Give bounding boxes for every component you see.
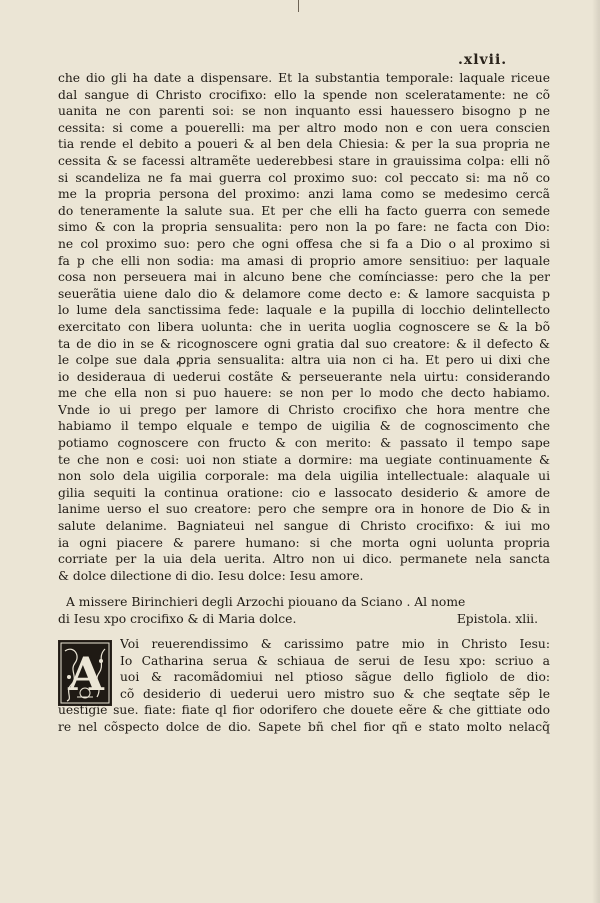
text-line: salute delanime. Bagniateui nel sangue di Christo crocifixo: & iui mo	[58, 519, 550, 534]
decorated-initial	[58, 640, 112, 706]
address-line-2	[58, 611, 550, 628]
letter-lines-full	[58, 702, 550, 735]
text-line: tia rende el debito a poueri & al ben dela Chiesia: & per la sua propria ne	[58, 137, 550, 152]
text-line: cessita & se facessi altramẽte uederebbesi stare in grauissima colpa: elli nõ	[58, 153, 550, 168]
text-line: Voi reuerendissimo & carissimo patre mio in Christo Iesu:	[120, 637, 550, 651]
text-line: habiamo il tempo elquale e tempo de uigilia & de cognoscimento che	[58, 419, 550, 434]
text-line: & dolce dilectione di dio. Iesu dolce: Iesu amore.	[58, 568, 364, 583]
text-line: uoi & racomãdomiui nel ptioso sãgue dello figliolo de dio:	[120, 670, 550, 685]
text-line: me la propria persona del proximo: anzi lama como se medesimo cercã	[58, 187, 550, 202]
text-line: ta de dio in se & ricognoscere ogni gratia dal suo creatore: & il defecto &	[58, 336, 550, 351]
epistle-number: Epistola. xlii.	[456, 611, 538, 626]
text-line: che dio gli ha date a dispensare. Et la substantia temporale: laquale riceue	[58, 71, 550, 85]
text-line: lo lume dela sanctissima fede: laquale e la pupilla di locchio delintellecto	[58, 303, 550, 318]
text-line: Io Catharina serua & schiaua de serui de Iesu xpo: scriuo a	[120, 653, 550, 668]
text-line: non solo dela uigilia corporale: ma dela uigilia intellectuale: alaquale ui	[58, 469, 550, 484]
address-invocation: di Iesu xpo crocifixo & di Maria dolce.	[58, 611, 297, 626]
folio-number: .xlvii.	[458, 52, 508, 68]
text-line: me che ella non si puo hauere: se non per lo modo che decto habiamo.	[58, 386, 550, 401]
initial-letter: A	[68, 647, 104, 701]
text-line: gilia sequiti la continua oratione: cio e lassocato desiderio & amore de	[58, 485, 550, 500]
text-line: cessita: si come a pouerelli: ma per altro modo non e con uera conscien	[58, 120, 550, 135]
text-line: do teneramente la salute sua. Et per che elli ha facto guerra con semede	[58, 203, 550, 218]
page-edge	[592, 0, 600, 903]
text-line: exercitato con libera uolunta: che in uerita uoglia cognoscere se & la bõ	[58, 319, 550, 334]
text-line: uanita ne con parenti soi: se non inquanto essi hauessero bisogno p ne	[58, 104, 550, 119]
text-line: uestigie sue. fiate: fiate ql fior odorifero che douete eẽre & che gittiate odo	[58, 703, 550, 718]
text-line: te che non e cosi: uoi non stiate a dormire: ma uegiate continuamente &	[58, 452, 550, 467]
page-margin-mark	[298, 0, 299, 12]
text-line: potiamo cognoscere con fructo & con merito: & passato il tempo sape	[58, 436, 550, 451]
text-line: ia ogni piacere & parere humano: si che morta ogni uolunta propria	[58, 535, 550, 550]
text-line: dal sangue di Christo crocifixo: ello la spende non sceleratamente: ne cõ	[58, 87, 550, 102]
text-line: re nel cõspecto dolce de dio. Sapete bñ chel fior qñ e stato molto nelacq̃	[58, 719, 550, 734]
text-line: io desideraua di uederui costãte & perseuerante nela uirtu: considerando	[58, 369, 550, 384]
letter-lines-indented	[120, 636, 550, 702]
text-line: ne col proximo suo: pero che ogni offesa che si fa a Dio o al proximo si	[58, 236, 550, 251]
text-line: si scandeliza ne fa mai guerra col proximo suo: col peccato si: ma nõ co	[58, 170, 550, 185]
text-line: seuerãtia uiene dalo dio & delamore come decto e: & lamore sacquista p	[58, 286, 550, 301]
text-line: corriate per la uia dela uerita. Altro non ui dico. permanete nela sancta	[58, 552, 550, 567]
text-line: le colpe sue dala ꝓpria sensualita: altra uia non ci ha. Et pero ui dixi che	[58, 353, 550, 368]
text-line: fa p che elli non sodia: ma amasi di proprio amore sensitiuo: per laquale	[58, 253, 550, 268]
address-line: A missere Birinchieri degli Arzochi piouano da Sciano . Al nome	[66, 595, 466, 609]
text-line: Vnde io ui prego per lamore di Christo crocifixo che hora mentre che	[58, 402, 550, 417]
text-line: cõ desiderio di uederui uero mistro suo & che seqtate sẽp le	[120, 686, 550, 701]
text-line: simo & con la propria sensualita: pero non la po fare: ne facta con Dio:	[58, 220, 550, 235]
text-line: lanime uerso el suo creatore: pero che sempre ora in honore de Dio & in	[58, 502, 550, 517]
letter-address	[58, 594, 550, 627]
text-line: cosa non perseuera mai in alcuno bene che comínciasse: pero che la per	[58, 270, 550, 285]
body-text	[58, 70, 550, 584]
